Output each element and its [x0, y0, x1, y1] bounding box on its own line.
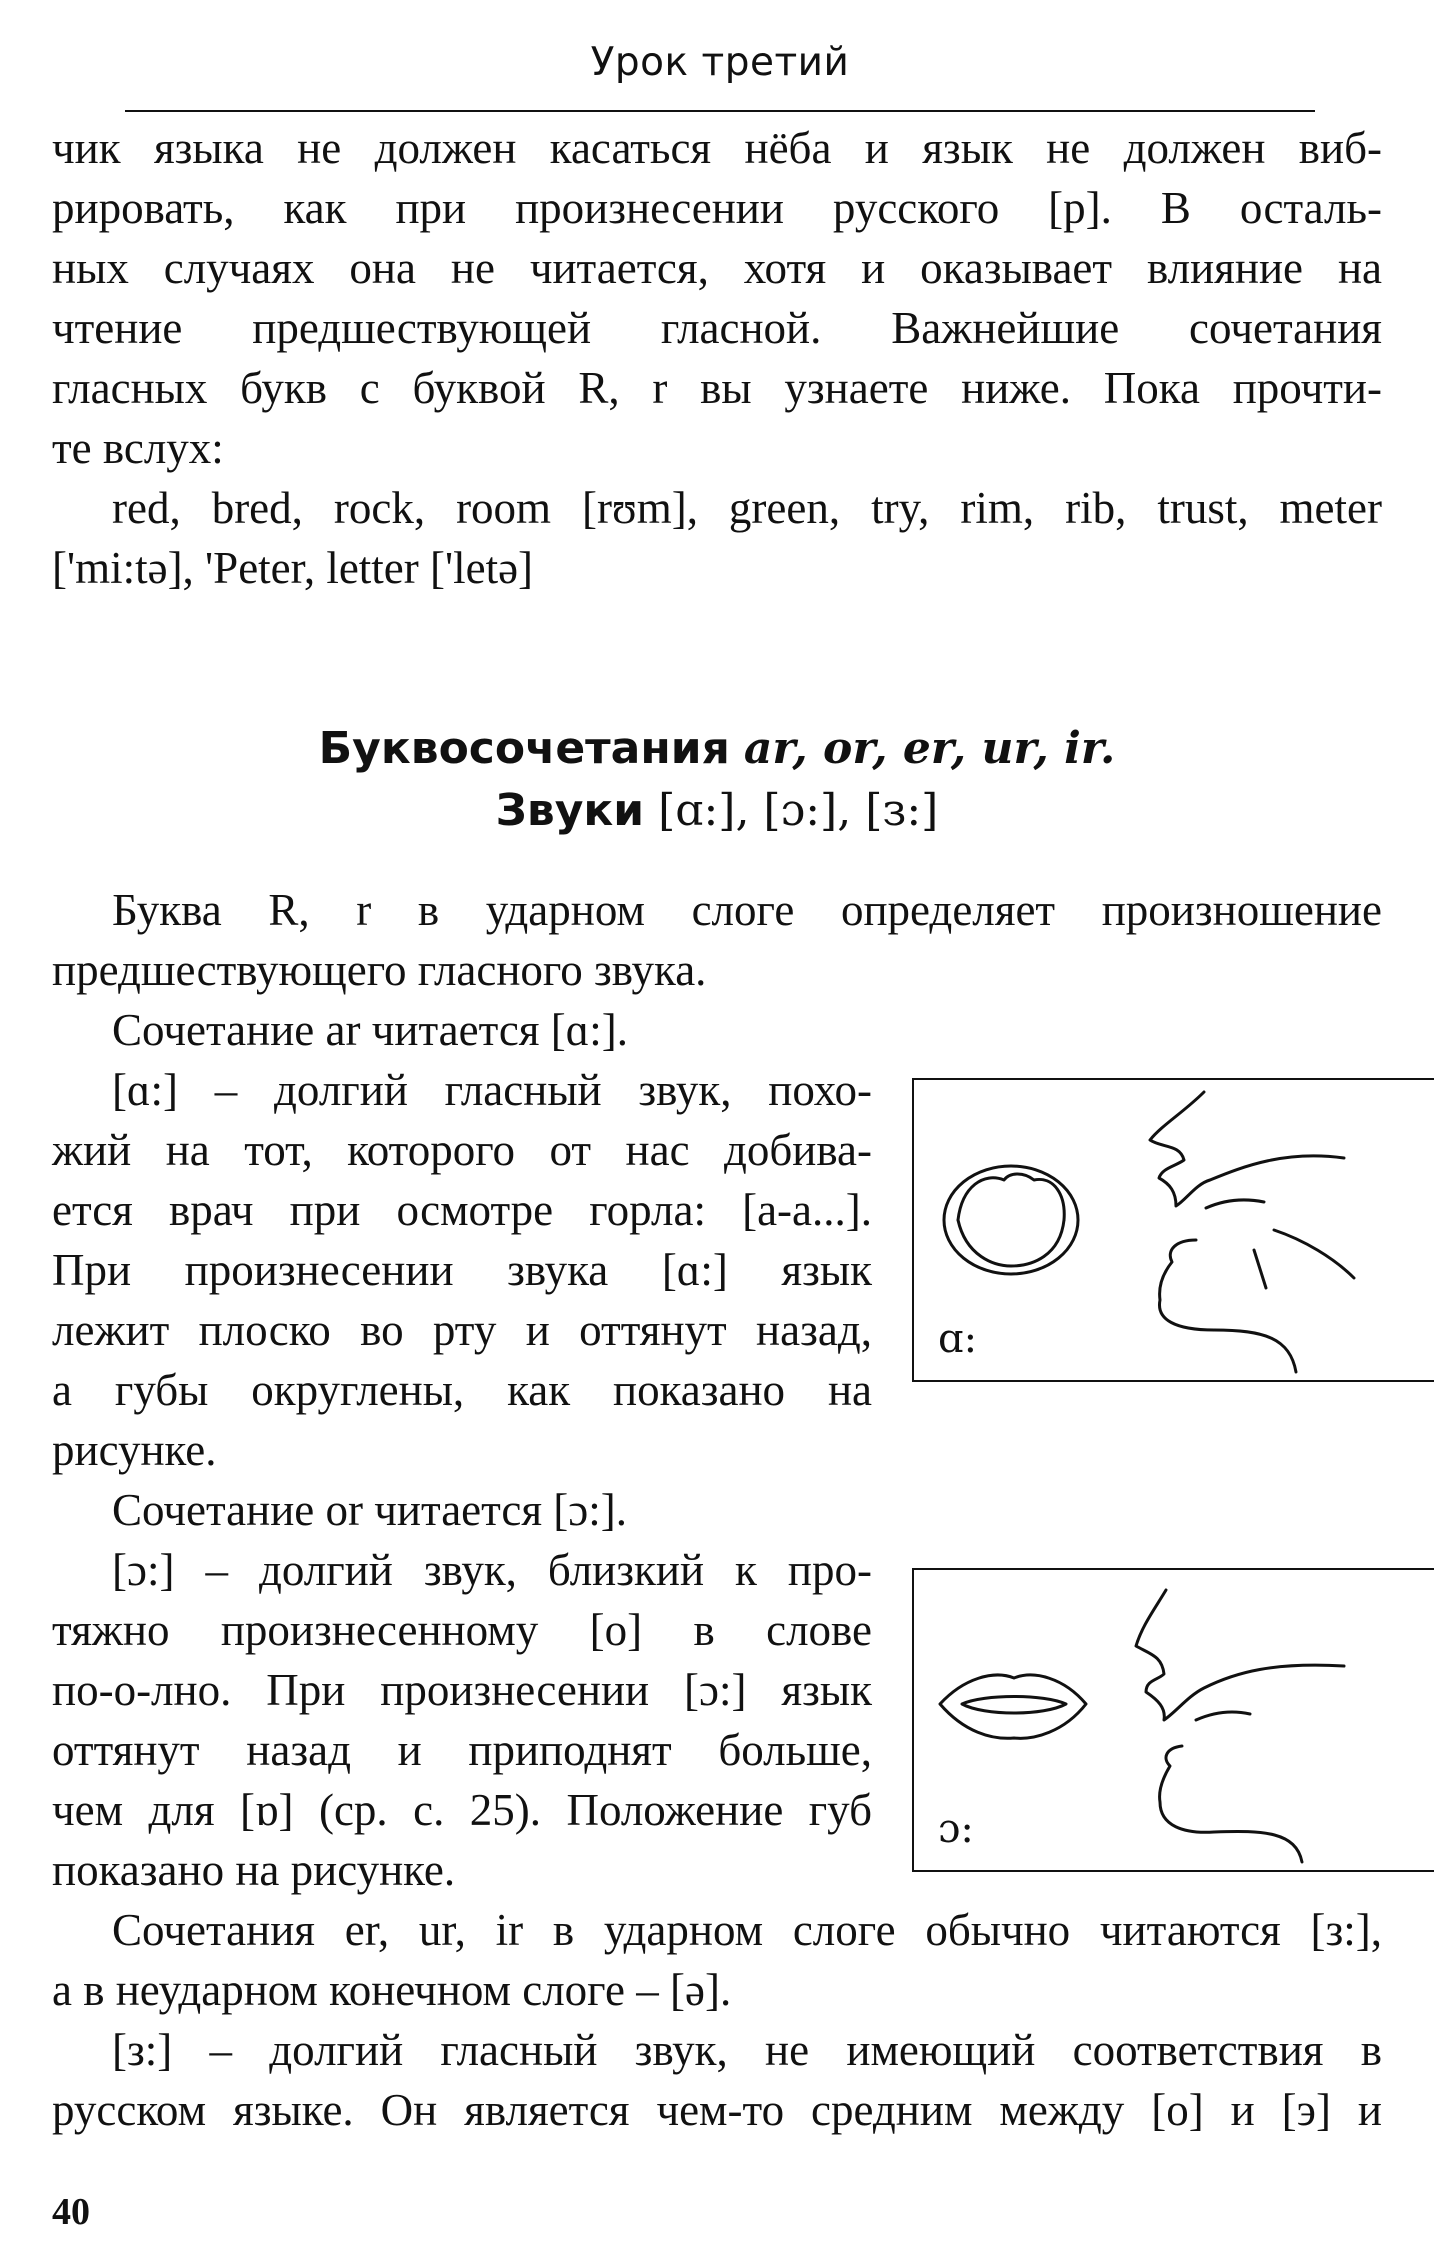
body-line: [ɔ:] – долгий звук, близкий к про-	[112, 1545, 872, 1595]
body-line: [з:] – долгий гласный звук, не имеющий соответствия в	[112, 2025, 1382, 2075]
intro-line: чтение предшествующей гласной. Важнейшие сочетания	[52, 303, 1382, 353]
intro-line: ных случаях она не читается, хотя и оказывает влияние на	[52, 243, 1382, 293]
paragraph-a-sound	[52, 1060, 872, 1480]
figure-a-label: ɑ:	[938, 1316, 978, 1362]
body-line: тяжно произнесенному [о] в слове	[52, 1605, 872, 1655]
sounds-word: Звуки	[495, 785, 645, 836]
section-heading	[52, 718, 1382, 842]
heading-sounds: [ɑ:], [ɔ:], [з:]	[658, 785, 939, 836]
examples-line: ['mi:tə], 'Peter, letter ['letə]	[52, 543, 534, 593]
heading-combos: ar, or, er, ur, ir.	[743, 723, 1116, 774]
body-line: оттянут назад и приподнят больше,	[52, 1725, 872, 1775]
body-line: русском языке. Он является чем-то средним между [о] и [э] и	[52, 2085, 1382, 2135]
figure-o-sound	[912, 1568, 1434, 1872]
body-line: жий на тот, которого от нас добива-	[52, 1125, 872, 1175]
body-line: При произнесении звука [ɑ:] язык	[52, 1245, 872, 1295]
intro-paragraph	[52, 118, 1382, 478]
body-line: а в неударном конечном слоге – [ə].	[52, 1965, 732, 2015]
examples-line: red, bred, rock, room [rʊm], green, try, rim, rib, trust, meter	[112, 483, 1382, 533]
body-line: Сочетание ar читается [ɑ:].	[112, 1005, 629, 1055]
body-line: Сочетания er, ur, ir в ударном слоге обычно читаются [з:],	[112, 1905, 1382, 1955]
page-number: 40	[52, 2191, 90, 2233]
paragraph-letter-r	[52, 880, 1382, 1000]
body-line: [ɑ:] – долгий гласный звук, похо-	[112, 1065, 872, 1115]
body-line: чем для [ɒ] (ср. с. 25). Положение губ	[52, 1785, 872, 1835]
section-heading-line-1	[52, 718, 1382, 780]
paragraph-or	[52, 1480, 1382, 1540]
header-rule	[125, 110, 1315, 112]
paragraph-z-sound	[52, 2020, 1382, 2140]
paragraph-o-sound	[52, 1540, 872, 1900]
intro-line: чик языка не должен касаться нёба и язык не должен виб-	[52, 123, 1382, 173]
paragraph-ar	[52, 1000, 1382, 1060]
body-line: рисунке.	[52, 1425, 217, 1475]
lips-profile-illustration	[914, 1570, 1434, 1870]
body-line: ется врач при осмотре горла: [а-а...].	[52, 1185, 872, 1235]
running-title: Урок третий	[590, 40, 850, 85]
heading-word: Буквосочетания	[318, 723, 730, 774]
intro-line: гласных букв с буквой R, r вы узнаете ниже. Пока прочти-	[52, 363, 1382, 413]
body-line: показано на рисунке.	[52, 1845, 456, 1895]
paragraph-er-ur-ir	[52, 1900, 1382, 2020]
lips-profile-illustration	[914, 1080, 1434, 1380]
intro-line: рировать, как при произнесении русского [р]. В осталь-	[52, 183, 1382, 233]
figure-o-label: ɔ:	[938, 1806, 974, 1852]
figure-a-sound	[912, 1078, 1434, 1382]
body-line: а губы округлены, как показано на	[52, 1365, 872, 1415]
body-line: Сочетание or читается [ɔ:].	[112, 1485, 627, 1535]
body-line: лежит плоско во рту и оттянут назад,	[52, 1305, 872, 1355]
section-heading-line-2	[52, 780, 1382, 842]
examples-paragraph	[52, 478, 1382, 598]
body-line: предшествующего гласного звука.	[52, 945, 707, 995]
intro-line: те вслух:	[52, 423, 224, 473]
body-line: по-о-лно. При произнесении [ɔ:] язык	[52, 1665, 872, 1715]
body-line: Буква R, r в ударном слоге определяет произношение	[112, 885, 1382, 935]
